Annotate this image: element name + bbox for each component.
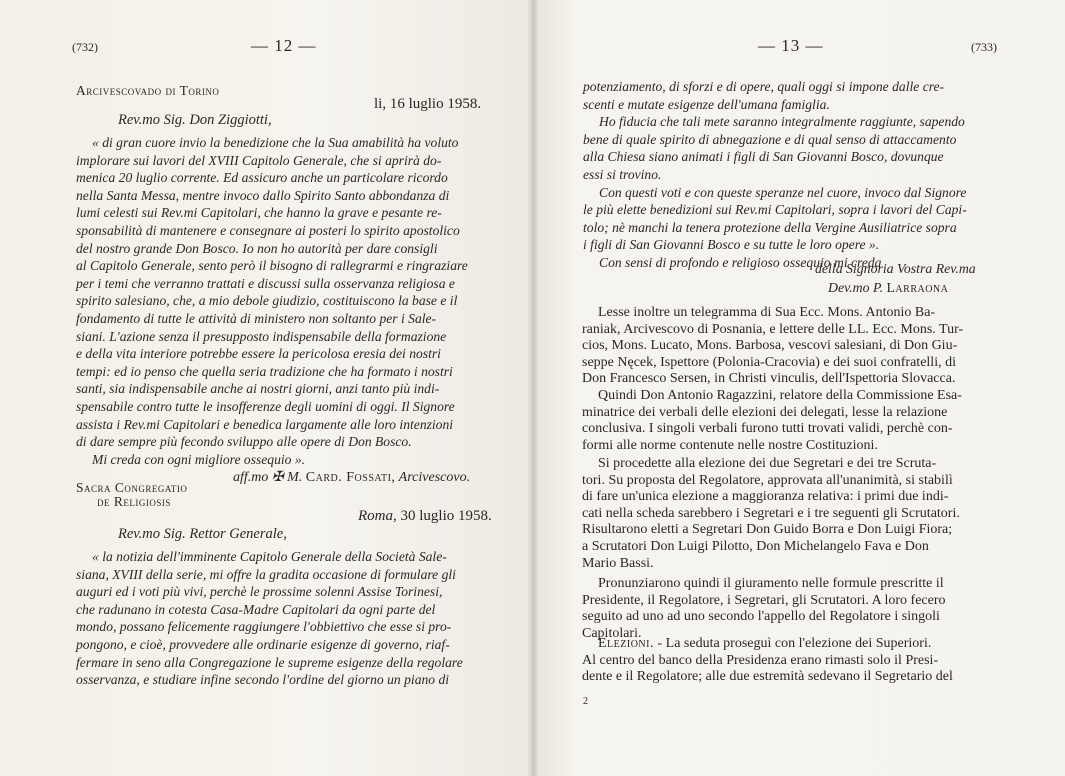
text-line: di fare un'unica elezione a maggioranza relativa: i primi due indi- [582, 489, 949, 505]
text-line: cios, Mons. Lucato, Mons. Barbosa, vescovi salesiani, di Don Giu- [582, 338, 958, 354]
text-line: siani. L'azione senza il presupposto indispensabile della formazione [76, 328, 447, 344]
letter2-sender-line2: de Religiosis [97, 494, 171, 509]
letter1-date: li, 16 luglio 1958. [374, 96, 482, 112]
text-line: alla Chiesa siano animati i figli di San Giovanni Bosco, dovunque [583, 149, 944, 165]
letter1-sender: Arcivescovado di Torino [76, 83, 220, 98]
letter2-place: Roma, [358, 508, 397, 524]
text-line: sponsabilità di mantenere e consegnare ai posteri lo spirito apostolico [76, 222, 460, 238]
text-line: per i temi che verranno trattati e discussi sulla osservanza religiosa e [76, 275, 455, 291]
text-line: Con questi voti e con queste speranze nel cuore, invoco dal Signore [599, 184, 967, 200]
text-line: lumi celesti sui Rev.mi Capitolari, che hanno la grave e pesante re- [76, 205, 442, 221]
text-line: fermare in seno alla Congregazione le supreme esigenze della regolare [76, 654, 463, 670]
text-line: tori. Su proposta del Regolatore, approvata all'unanimità, si stabilì [582, 472, 953, 488]
text-line: raniak, Arcivescovo di Posnania, e lettere delle LL. Ecc. Mons. Tur- [582, 321, 964, 337]
text-line: nella Santa Messa, mentre invoco dallo Spirito Santo abbondanza di [76, 187, 450, 203]
text-line: osservanza, e studiare infine secondo l'ordine del giorno un piano di [76, 672, 450, 688]
marginal-page-number: (733) [971, 40, 997, 54]
text-line: tolo; nè manchi la tenera protezione della Vergine Ausiliatrice sopra [583, 219, 957, 235]
text-line: a Scrutatori Don Luigi Pilotto, Don Michelangelo Fava e Don [582, 538, 929, 554]
paragraph-elezioni [582, 636, 992, 686]
letter1-signature [233, 469, 470, 487]
text-line: potenziamento, di sforzi e di opere, quali oggi si impone dalle cre- [583, 79, 945, 94]
text-line: le più elette benedizioni sui Rev.mi Capitolari, sopra i lavori del Capi- [583, 202, 967, 218]
paragraph-messages [582, 305, 992, 388]
closing-line1: della Signoria Vostra Rev.ma [815, 261, 976, 276]
text-line: di dare sempre più fecondo sviluppo alle opere di Don Bosco. [76, 434, 412, 450]
paragraph-commission [582, 388, 992, 454]
text-line: Mario Bassi. [582, 555, 654, 571]
book-gutter [527, 0, 539, 776]
text-line: Presidente, il Regolatore, i Segretari, gli Scrutatori. A loro fecero [582, 592, 946, 608]
text-line: cati nella scheda sarebbero i Segretari e i tre seguenti gli Scrutatori. [582, 505, 960, 521]
text-line: formi alle norme contenute nelle nostre Costituzioni. [582, 437, 878, 453]
elezioni-line2: Al centro del banco della Presidenza erano rimasti solo il Presi- [582, 652, 939, 668]
elezioni-heading: Elezioni. [598, 636, 654, 651]
text-line: Don Francesco Sersen, in Christi vinculis, dell'Ispettoria Slovacca. [582, 371, 956, 387]
text-line: Ho fiducia che tali mete saranno integralmente raggiunte, sapendo [599, 114, 965, 130]
text-line: auguri ed i voti più vivi, perchè le prossime solenni Assise Torinesi, [76, 584, 443, 600]
text-line: Con sensi di profondo e religioso ossequio mi creda [599, 254, 882, 270]
text-line: e della vita interiore potrebbe essere la pericolosa eresia dei nostri [76, 346, 441, 362]
paragraph-elections-secretaries [582, 456, 992, 572]
text-line: tempi: ed io penso che quella seria tradizione che ha formato i nostri [76, 363, 453, 379]
text-line: « di gran cuore invio la benedizione che la Sua amabilità ha voluto [92, 135, 459, 150]
text-line: i figli di San Giovanni Bosco e su tutte le loro opere ». [583, 237, 880, 253]
letter2-date-value: 30 luglio 1958. [396, 508, 492, 524]
text-line: assista i Rev.mi Capitolari e benedica largamente alle loro intenzioni [76, 416, 454, 432]
signature-title: Arcivescovo. [395, 470, 471, 485]
text-line: spensabile contro tutte le insofferenze degli uomini di oggi. Il Signore [76, 398, 455, 414]
closing-line2 [828, 279, 948, 297]
text-line: essi si trovino. [583, 166, 662, 182]
marginal-page-number: (732) [72, 40, 98, 54]
text-line: conclusiva. I singoli verbali furono tutti trovati validi, perchè con- [582, 421, 953, 437]
text-line: Quindi Don Antonio Ragazzini, relatore della Commissione Esa- [598, 388, 962, 403]
text-line: Pronunziarono quindi il giuramento nelle formule prescritte il [598, 576, 944, 591]
signature-prefix: aff.mo ✠ M. [233, 470, 306, 485]
right-page [533, 0, 1065, 776]
signature-mark: 2 [583, 696, 588, 707]
page-number: — 12 — [251, 36, 317, 55]
text-line: santi, sia indispensabile anche ai nostri giorni, anzi tanto più indi- [76, 381, 440, 397]
elezioni-line1: - La seduta proseguì con l'elezione dei Superiori. [653, 636, 932, 651]
text-line: seguito ad uno ad uno secondo l'appello del Regolatore i singoli [582, 609, 940, 625]
text-line: « la notizia dell'imminente Capitolo Generale della Società Sale- [92, 549, 447, 564]
closing-prefix: Dev.mo P. [828, 280, 887, 295]
text-line: spirito salesiano, che, a mio debole giudizio, costituiscono la base e il [76, 293, 458, 309]
closing-name: Larraona [886, 280, 949, 295]
letter2-body [76, 548, 489, 689]
letter1-salutation: Rev.mo Sig. Don Ziggiotti, [118, 112, 272, 128]
elezioni-line3: dente e il Regolatore; alle due estremità sedevano il Segretario del [582, 669, 953, 685]
text-line: minatrice dei verbali delle elezioni dei delegati, lesse la relazione [582, 404, 948, 420]
text-line: implorare sui lavori del XVIII Capitolo Generale, che si aprirà do- [76, 152, 442, 168]
text-line: Si procedette alla elezione dei due Segretari e dei tre Scruta- [598, 456, 937, 471]
text-line: Mi creda con ogni migliore ossequio ». [92, 451, 306, 467]
text-line: del nostro grande Don Bosco. Io non ho autorità per dare consigli [76, 240, 438, 256]
page-number: — 13 — [758, 36, 824, 55]
letter1-body [76, 134, 489, 468]
text-line: menica 20 luglio corrente. Ed assicuro anche un particolare ricordo [76, 170, 448, 186]
text-line: Capitolari. [582, 625, 642, 641]
letter2-salutation: Rev.mo Sig. Rettor Generale, [118, 526, 287, 542]
text-line: Risultarono eletti a Segretari Don Guido Borra e Don Luigi Fiora; [582, 522, 953, 538]
text-line: fondamento di tutte le attività di ministero non soltanto per i Sale- [76, 310, 437, 326]
text-line: scenti e mutate esigenze dell'umana famiglia. [583, 96, 830, 112]
text-line: bene di quale spirito di abnegazione e di qual senso di attaccamento [583, 131, 957, 147]
text-line: al Capitolo Generale, sento però il bisogno di rallegrarmi e ringraziare [76, 258, 468, 274]
text-line: che radunano in cotesta Casa-Madre Capitolari da ogni parte del [76, 601, 436, 617]
signature-name: Card. Fossati, [305, 470, 396, 485]
text-line: siana, XVIII della serie, mi offre la gradita occasione di formulare gli [76, 566, 456, 582]
text-line: Lesse inoltre un telegramma di Sua Ecc. Mons. Antonio Ba- [598, 305, 936, 320]
paragraph-oath [582, 576, 992, 642]
letter2-sender-line1: Sacra Congregatio [76, 480, 188, 495]
text-line: seppe Nęcek, Ispettore (Polonia-Cracovia) e dei suoi confratelli, di [582, 354, 956, 370]
letter2-date [358, 508, 492, 526]
text-line: pongono, e cioè, provvedere alle ordinarie esigenze di governo, riaf- [76, 636, 450, 652]
letter2-body-continued [583, 78, 992, 272]
text-line: mondo, possano felicemente raggiungere l'obbiettivo che esse si pro- [76, 619, 452, 635]
